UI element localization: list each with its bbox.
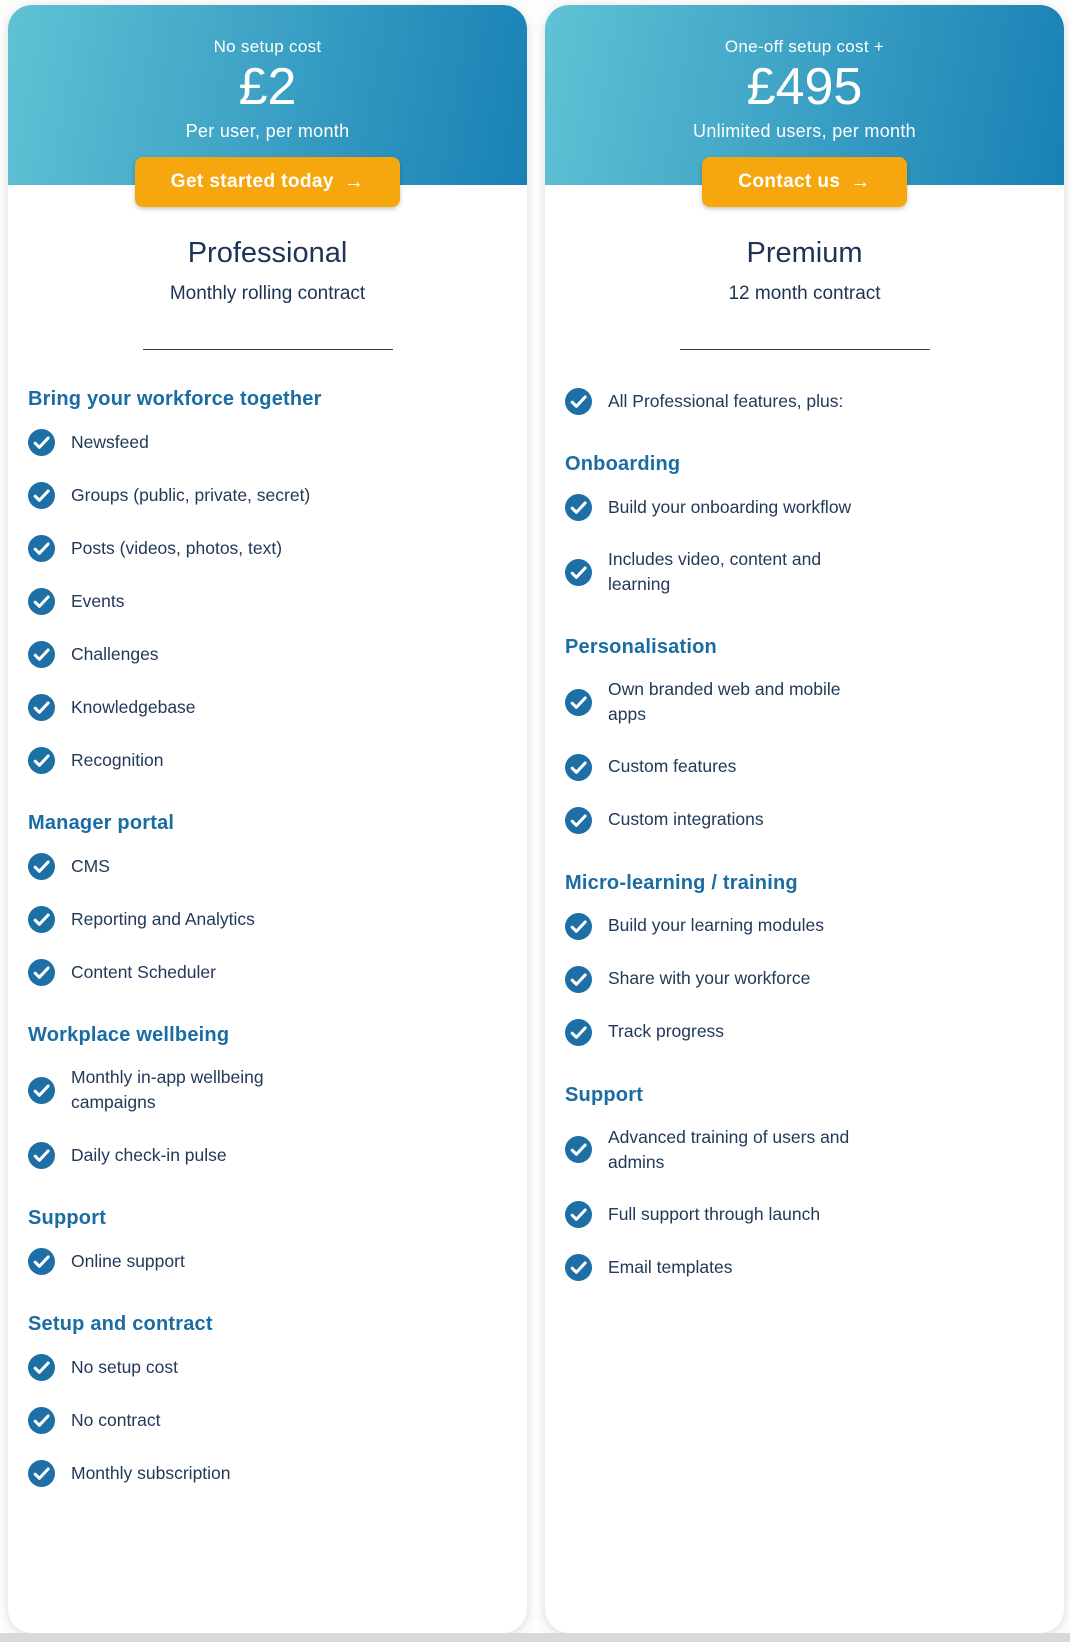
feature-item (28, 535, 507, 562)
check-icon (28, 853, 55, 880)
feature-section (565, 453, 1044, 598)
feature-section (565, 1084, 1044, 1282)
feature-item (28, 853, 507, 880)
section-items (28, 429, 507, 774)
section-heading: Manager portal (28, 812, 175, 834)
divider (143, 349, 393, 350)
feature-item (28, 429, 507, 456)
check-icon (28, 1460, 55, 1487)
section-heading: Setup and contract (28, 1312, 213, 1335)
check-icon (565, 966, 592, 993)
feature-section (565, 872, 1044, 1046)
check-icon (28, 959, 55, 986)
feature-label: Includes video, content and learning (608, 549, 822, 595)
feature-label: Full support through launch (608, 1204, 821, 1225)
check-icon (28, 1248, 55, 1275)
feature-label: Own branded web and mobile apps (608, 678, 841, 725)
section-items (28, 1248, 507, 1275)
check-icon (565, 1136, 592, 1163)
section-heading: Onboarding (565, 453, 681, 475)
plan-title: Professional (187, 237, 348, 269)
feature-section (28, 1207, 507, 1275)
check-icon (28, 1077, 55, 1104)
check-icon (28, 588, 55, 615)
section-items (565, 677, 1044, 834)
feature-section (28, 1313, 507, 1487)
plan-billing-label: Unlimited users, per month (693, 121, 916, 142)
feature-label: Posts (videos, photos, text) (71, 537, 283, 558)
check-icon (565, 689, 592, 716)
check-icon (28, 482, 55, 509)
feature-label: Custom integrations (608, 809, 764, 830)
intro-item (565, 388, 1044, 415)
feature-item (565, 1019, 1044, 1046)
feature-label: Daily check-in pulse (71, 1144, 227, 1165)
feature-label: Monthly subscription (71, 1462, 231, 1483)
feature-label: Monthly in-app wellbeing campaigns (71, 1067, 264, 1113)
plan-cta-label: Contact us (738, 171, 841, 193)
plan-tagline: One-off setup cost + (724, 37, 885, 56)
plan-title: Premium (746, 237, 863, 269)
feature-label: Advanced training of users and admins (608, 1126, 850, 1172)
check-icon (565, 1254, 592, 1281)
feature-item (565, 754, 1044, 781)
feature-section (28, 388, 507, 774)
feature-label: Share with your workforce (608, 968, 811, 989)
feature-item (28, 906, 507, 933)
feature-label: Newsfeed (71, 431, 149, 452)
feature-label: Online support (71, 1250, 185, 1271)
feature-label: Build your learning modules (608, 915, 824, 936)
plan-card-premium (545, 5, 1064, 1633)
arrow-right-icon: → (343, 171, 365, 194)
feature-item (565, 677, 1044, 728)
feature-label: Custom features (608, 756, 737, 777)
feature-label: Challenges (71, 643, 159, 664)
section-items (28, 853, 507, 986)
feature-item (28, 1407, 507, 1434)
section-heading: Bring your workforce together (28, 388, 322, 410)
page-bottom-strip (0, 1633, 1070, 1642)
plan-header (8, 5, 527, 194)
plan-cta-label: Get started today (170, 171, 334, 193)
feature-item (28, 1142, 507, 1169)
section-items (565, 1125, 1044, 1282)
section-items (28, 1354, 507, 1487)
feature-item (565, 547, 1044, 598)
feature-label: Recognition (71, 749, 164, 770)
check-icon (28, 641, 55, 668)
feature-item (565, 1125, 1044, 1176)
feature-label: Knowledgebase (71, 696, 196, 717)
plan-price: £2 (238, 58, 297, 116)
section-heading: Personalisation (565, 635, 717, 658)
divider (680, 349, 930, 350)
section-items (565, 913, 1044, 1046)
feature-label: Track progress (608, 1021, 725, 1042)
plan-header (545, 5, 1064, 194)
feature-item (565, 807, 1044, 834)
feature-label: Build your onboarding workflow (608, 496, 852, 517)
check-icon (28, 906, 55, 933)
feature-item (565, 966, 1044, 993)
section-heading: Workplace wellbeing (28, 1024, 230, 1046)
feature-section (565, 636, 1044, 834)
plan-subtitle: 12 month contract (728, 283, 881, 304)
feature-label: CMS (71, 855, 110, 876)
check-icon (28, 747, 55, 774)
feature-section (28, 1024, 507, 1169)
plan-subtitle: Monthly rolling contract (169, 283, 366, 304)
check-icon (565, 1019, 592, 1046)
plan-sections (28, 388, 507, 1487)
feature-item (565, 494, 1044, 521)
plan-cta-button[interactable] (135, 157, 400, 207)
feature-label: Content Scheduler (71, 961, 216, 982)
feature-label: No setup cost (71, 1356, 178, 1377)
feature-label: All Professional features, plus: (608, 390, 844, 411)
feature-section (28, 812, 507, 986)
plan-card-professional (8, 5, 527, 1633)
section-items (28, 1065, 507, 1169)
plan-tagline: No setup cost (213, 37, 322, 56)
arrow-right-icon: → (850, 171, 871, 194)
feature-item (28, 641, 507, 668)
feature-item (28, 1065, 507, 1116)
plan-sections (565, 388, 1044, 1281)
check-icon (28, 535, 55, 562)
section-heading: Micro-learning / training (565, 871, 798, 894)
feature-item (28, 1460, 507, 1487)
feature-item (28, 747, 507, 774)
section-heading: Support (565, 1083, 644, 1106)
feature-label: No contract (71, 1409, 161, 1430)
feature-item (28, 694, 507, 721)
plan-cta-button[interactable] (702, 157, 907, 207)
plan-billing-label: Per user, per month (185, 121, 350, 142)
section-items (565, 494, 1044, 598)
check-icon (28, 1142, 55, 1169)
check-icon (565, 754, 592, 781)
check-icon (565, 388, 592, 415)
check-icon (565, 494, 592, 521)
feature-label: Reporting and Analytics (71, 908, 255, 929)
feature-item (28, 588, 507, 615)
feature-item (565, 1254, 1044, 1281)
check-icon (565, 559, 592, 586)
plan-body (545, 185, 1064, 1311)
section-heading: Support (28, 1206, 107, 1229)
check-icon (565, 913, 592, 940)
feature-label: Events (71, 590, 125, 611)
feature-item (565, 913, 1044, 940)
check-icon (28, 694, 55, 721)
feature-label: Groups (public, private, secret) (71, 484, 311, 505)
check-icon (28, 1354, 55, 1381)
feature-label: Email templates (608, 1257, 733, 1278)
feature-item (28, 482, 507, 509)
check-icon (28, 429, 55, 456)
plan-price: £495 (746, 58, 863, 116)
check-icon (28, 1407, 55, 1434)
feature-item (28, 959, 507, 986)
check-icon (565, 1201, 592, 1228)
feature-item (28, 1248, 507, 1275)
feature-item (28, 1354, 507, 1381)
check-icon (565, 807, 592, 834)
feature-item (565, 1201, 1044, 1228)
plan-body (8, 185, 527, 1517)
